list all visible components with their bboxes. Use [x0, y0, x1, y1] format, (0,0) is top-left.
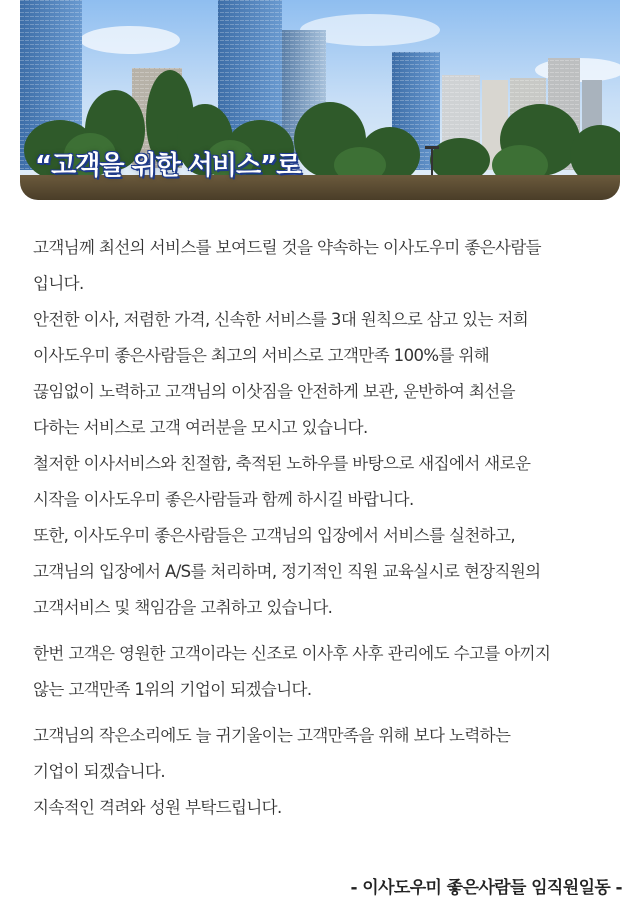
text-line: 기업이 되겠습니다. [33, 762, 166, 781]
paragraph-1 [33, 230, 633, 626]
text-line: 철저한 이사서비스와 친절함, 축적된 노하우를 바탕으로 새집에서 새로운 [33, 454, 531, 473]
banner-title: “고객을 위한 서비스”로 [35, 151, 301, 181]
company-signature: - 이사도우미 좋은사람들 임직원일동 - [350, 878, 622, 898]
text-line: 이사도우미 좋은사람들은 최고의 서비스로 고객만족 100%를 위해 [33, 346, 490, 365]
text-line: 다하는 서비스로 고객 여러분을 모시고 있습니다. [33, 418, 368, 437]
intro-text-body [33, 230, 633, 826]
text-line: 않는 고객만족 1위의 기업이 되겠습니다. [33, 680, 312, 699]
text-line: 고객님의 작은소리에도 늘 귀기울이는 고객만족을 위해 보다 노력하는 [33, 726, 511, 745]
text-line: 지속적인 격려와 성원 부탁드립니다. [33, 798, 282, 817]
text-line: 시작을 이사도우미 좋은사람들과 함께 하시길 바랍니다. [33, 490, 414, 509]
text-line: 끊임없이 노력하고 고객님의 이삿짐을 안전하게 보관, 운반하여 최선을 [33, 382, 515, 401]
text-line: 안전한 이사, 저렴한 가격, 신속한 서비스를 3대 원칙으로 삼고 있는 저희 [33, 310, 529, 329]
text-line: 또한, 이사도우미 좋은사람들은 고객님의 입장에서 서비스를 실천하고, [33, 526, 515, 545]
paragraph-2 [33, 636, 633, 708]
text-line: 한번 고객은 영원한 고객이라는 신조로 이사후 사후 관리에도 수고를 아끼지 [33, 644, 551, 663]
text-line: 고객님의 입장에서 A/S를 처리하며, 정기적인 직원 교육실시로 현장직원의 [33, 562, 541, 581]
text-line: 고객서비스 및 책임감을 고취하고 있습니다. [33, 598, 333, 617]
paragraph-3 [33, 718, 633, 826]
text-line: 입니다. [33, 274, 84, 293]
text-line: 고객님께 최선의 서비스를 보여드릴 것을 약속하는 이사도우미 좋은사람들 [33, 238, 542, 257]
hero-banner [20, 0, 620, 200]
paragraph-spacer [33, 626, 633, 636]
paragraph-spacer [33, 708, 633, 718]
